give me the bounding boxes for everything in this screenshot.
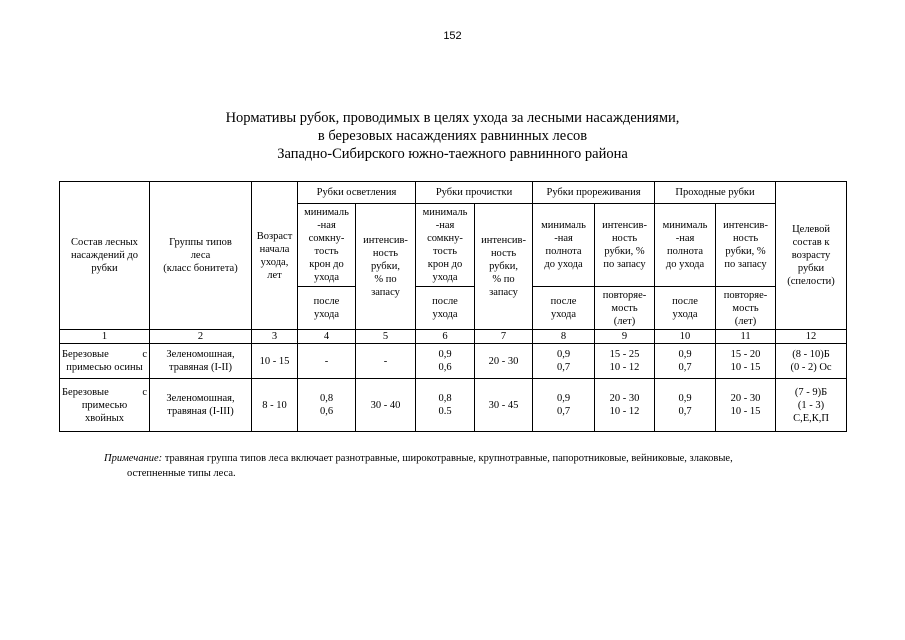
cell-value: 0,9 0,7 [655, 344, 716, 379]
cell-value: 30 - 45 [475, 379, 533, 432]
header-target: Целевой состав к возрасту рубки (спелости) [776, 182, 847, 330]
column-number: 4 [298, 330, 356, 344]
column-number: 6 [416, 330, 475, 344]
header-after-care: после ухода [533, 287, 595, 330]
column-number: 3 [252, 330, 298, 344]
page-number: 152 [443, 30, 462, 42]
column-number: 10 [655, 330, 716, 344]
column-number: 11 [716, 330, 776, 344]
column-number: 12 [776, 330, 847, 344]
header-forest-groups: Группы типов леса (класс бонитета) [150, 182, 252, 330]
norms-table [59, 181, 847, 432]
header-min-crown: минималь -ная сомкну- тость крон до ухода [298, 204, 356, 287]
cell-target: (7 - 9)Б (1 - 3) С,Е,К,П [776, 379, 847, 432]
cell-age: 10 - 15 [252, 344, 298, 379]
column-number: 5 [356, 330, 416, 344]
column-number: 9 [595, 330, 655, 344]
column-number: 1 [60, 330, 150, 344]
cell-value: 15 - 20 10 - 15 [716, 344, 776, 379]
cell-value: 20 - 30 [475, 344, 533, 379]
header-group-clearing: Рубки осветления [298, 182, 416, 204]
header-group-passage: Проходные рубки [655, 182, 776, 204]
cell-composition: Березовые с примесью хвойных [60, 379, 150, 432]
header-min-density: минималь -ная полнота до ухода [655, 204, 716, 287]
cell-value: 30 - 40 [356, 379, 416, 432]
header-repeat: повторяе- мость (лет) [595, 287, 655, 330]
cell-value: 20 - 30 10 - 12 [595, 379, 655, 432]
cell-age: 8 - 10 [252, 379, 298, 432]
header-intensity: интенсив- ность рубки, % по запасу [356, 204, 416, 330]
header-age: Возраст начала ухода, лет [252, 182, 298, 330]
table-row [60, 344, 847, 379]
cell-composition: Березовые с примесью осины [60, 344, 150, 379]
cell-value: 0,9 0,7 [655, 379, 716, 432]
note-text: травяная группа типов леса включает разнотравные, широкотравные, крупнотравные, папоротниковые, вейниковые, злаковые, [162, 453, 733, 464]
header-intensity: интенсив- ность рубки, % по запасу [595, 204, 655, 287]
cell-forest-groups: Зеленомошная, травяная (I-III) [150, 379, 252, 432]
header-group-thinning: Рубки прореживания [533, 182, 655, 204]
header-intensity: интенсив- ность рубки, % по запасу [475, 204, 533, 330]
header-min-density: минималь -ная полнота до ухода [533, 204, 595, 287]
document-title [0, 109, 905, 163]
column-number: 2 [150, 330, 252, 344]
cell-value: 0,9 0,6 [416, 344, 475, 379]
cell-value: 20 - 30 10 - 15 [716, 379, 776, 432]
column-number: 8 [533, 330, 595, 344]
cell-value: 0,8 0.5 [416, 379, 475, 432]
header-repeat: повторяе- мость (лет) [716, 287, 776, 330]
cell-value: 15 - 25 10 - 12 [595, 344, 655, 379]
cell-target: (8 - 10)Б (0 - 2) Ос [776, 344, 847, 379]
header-min-crown: минималь -ная сомкну- тость крон до ухода [416, 204, 475, 287]
header-composition: Состав лесных насаждений до рубки [60, 182, 150, 330]
header-intensity: интенсив- ность рубки, % по запасу [716, 204, 776, 287]
note-text: остепненные типы леса. [127, 468, 236, 479]
note-label: Примечание: [104, 453, 163, 464]
cell-value: - [298, 344, 356, 379]
cell-forest-groups: Зеленомошная, травяная (I-II) [150, 344, 252, 379]
header-after-care: после ухода [655, 287, 716, 330]
cell-value: 0,8 0,6 [298, 379, 356, 432]
title-line: Нормативы рубок, проводимых в целях ухода за лесными насаждениями, [225, 110, 680, 126]
header-after-care: после ухода [416, 287, 475, 330]
cell-value: 0,9 0,7 [533, 379, 595, 432]
header-after-care: после ухода [298, 287, 356, 330]
cell-value: 0,9 0,7 [533, 344, 595, 379]
table-row [60, 379, 847, 432]
table-note [104, 451, 804, 481]
header-group-cleaning: Рубки прочистки [416, 182, 533, 204]
title-line: Западно-Сибирского южно-таежного равнинного района [277, 146, 628, 162]
column-number: 7 [475, 330, 533, 344]
title-line: в березовых насаждениях равнинных лесов [317, 128, 588, 144]
cell-value: - [356, 344, 416, 379]
